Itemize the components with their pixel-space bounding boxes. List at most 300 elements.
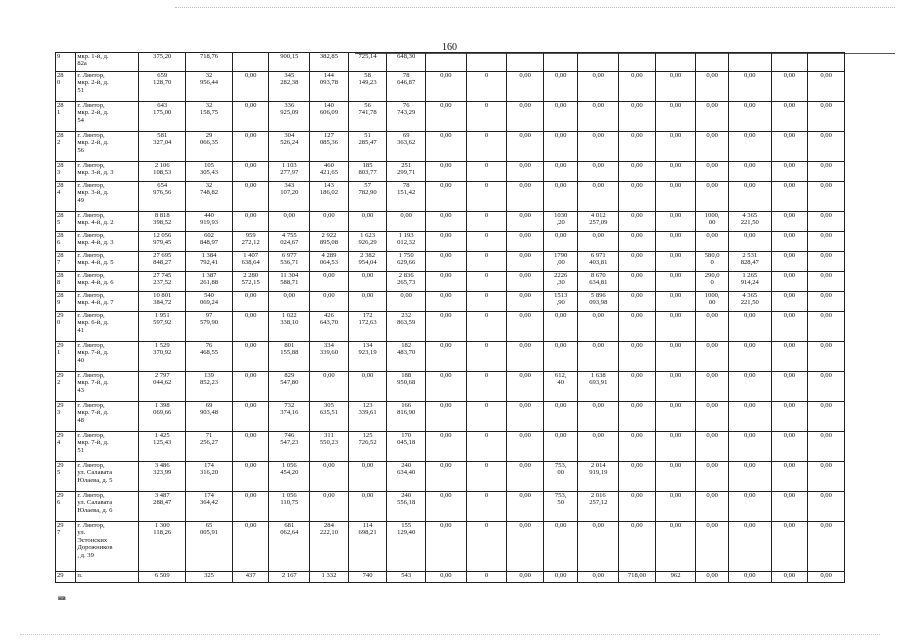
table-row	[56, 182, 845, 212]
value-cell: 1 056 454,20	[269, 462, 310, 492]
value-cell: 0,00	[619, 132, 656, 162]
value-cell: 0,00	[232, 212, 269, 232]
value-cell: 0,00	[696, 372, 729, 402]
value-cell: 127 085,36	[310, 132, 349, 162]
value-cell	[232, 53, 269, 72]
value-cell: 0,00	[543, 182, 578, 212]
value-cell: 185 803,77	[348, 162, 387, 182]
value-cell: 0,00	[771, 312, 808, 342]
value-cell: 0,00	[771, 432, 808, 462]
row-number-cell: 29 5	[56, 462, 76, 492]
value-cell: 97 579,90	[186, 312, 233, 342]
value-cell: 0,00	[619, 272, 656, 292]
value-cell: 0,00	[619, 252, 656, 272]
value-cell: 1 384 792,41	[186, 252, 233, 272]
value-cell: 0,00	[507, 492, 544, 522]
value-cell: 681 062,64	[269, 522, 310, 572]
value-cell: 0,00	[232, 72, 269, 102]
value-cell: 188 950,68	[387, 372, 426, 402]
value-cell: 4 365 221,50	[728, 292, 771, 312]
value-cell: 32 748,82	[186, 182, 233, 212]
value-cell: 0,00	[808, 232, 845, 252]
address-cell: г. Лянтор, ул. Салавата Юлаева, д. 5	[76, 462, 139, 492]
row-number-cell: 28 0	[56, 72, 76, 102]
value-cell: 2 797 044,62	[139, 372, 186, 402]
value-cell: 2 016 257,12	[578, 492, 619, 522]
value-cell: 0,00	[655, 522, 696, 572]
value-cell: 0,00	[426, 342, 467, 372]
value-cell: 753, 00	[543, 462, 578, 492]
value-cell: 0,00	[578, 182, 619, 212]
value-cell: 0,00	[507, 462, 544, 492]
table-row	[56, 572, 845, 583]
value-cell: 962	[655, 572, 696, 583]
value-cell: 1030 ,20	[543, 212, 578, 232]
value-cell: 0,00	[543, 132, 578, 162]
value-cell: 0,00	[619, 162, 656, 182]
value-cell: 0	[466, 102, 507, 132]
value-cell: 0,00	[543, 522, 578, 572]
value-cell: 78 646,87	[387, 72, 426, 102]
value-cell: 0,00	[578, 312, 619, 342]
row-number-cell: 29 7	[56, 522, 76, 572]
value-cell: 0,00	[232, 132, 269, 162]
value-cell: 0,00	[808, 462, 845, 492]
value-cell: 1 951 597,92	[139, 312, 186, 342]
value-cell: 0,00	[232, 402, 269, 432]
value-cell: 32 956,44	[186, 72, 233, 102]
value-cell: 0,00	[728, 572, 771, 583]
value-cell: 0,00	[696, 402, 729, 432]
value-cell: 0,00	[808, 292, 845, 312]
row-number-cell: 28 5	[56, 212, 76, 232]
value-cell: 0,00	[808, 342, 845, 372]
value-cell: 305 635,51	[310, 402, 349, 432]
value-cell: 540 069,24	[186, 292, 233, 312]
value-cell: 0,00	[426, 312, 467, 342]
value-cell	[771, 53, 808, 72]
value-cell: 0,00	[619, 492, 656, 522]
value-cell: 0,00	[310, 492, 349, 522]
value-cell: 0,00	[696, 342, 729, 372]
value-cell: 959 272,12	[232, 232, 269, 252]
value-cell: 0,00	[771, 372, 808, 402]
value-cell: 5 896 093,98	[578, 292, 619, 312]
row-number-cell: 28 3	[56, 162, 76, 182]
address-cell: г. Лянтор, мкр. 4-й, д. 5	[76, 252, 139, 272]
value-cell: 0,00	[348, 492, 387, 522]
footer-mark: нв	[58, 594, 66, 602]
value-cell: 6 971 403,81	[578, 252, 619, 272]
value-cell: 1 407 638,64	[232, 252, 269, 272]
value-cell: 0,00	[543, 162, 578, 182]
value-cell: 0	[466, 342, 507, 372]
scan-artifact-line	[175, 7, 895, 8]
value-cell: 134 923,19	[348, 342, 387, 372]
address-cell: г. Лянтор, мкр. 7-й, д. 51	[76, 432, 139, 462]
value-cell: 1000, 00	[696, 212, 729, 232]
row-number-cell: 29 4	[56, 432, 76, 462]
value-cell: 437	[232, 572, 269, 583]
value-cell: 2 014 919,19	[578, 462, 619, 492]
value-cell: 0,00	[808, 522, 845, 572]
value-cell: 648,30	[387, 53, 426, 72]
value-cell: 0,00	[348, 372, 387, 402]
value-cell	[728, 53, 771, 72]
row-number-cell: 29 0	[56, 312, 76, 342]
value-cell: 0	[466, 402, 507, 432]
value-cell: 0,00	[543, 402, 578, 432]
value-cell: 0,00	[232, 432, 269, 462]
value-cell: 325	[186, 572, 233, 583]
row-number-cell: 28 9	[56, 292, 76, 312]
address-cell: г. Лянтор, ул. Салавата Юлаева, д. 6	[76, 492, 139, 522]
value-cell: 0,00	[619, 212, 656, 232]
value-cell: 0,00	[728, 182, 771, 212]
value-cell: 0,00	[696, 162, 729, 182]
address-cell: г. Лянтор, ул. Эстонских Дорожников , д. 39	[76, 522, 139, 572]
value-cell	[466, 53, 507, 72]
value-cell: 174 316,20	[186, 462, 233, 492]
table-row	[56, 252, 845, 272]
value-cell: 0,00	[507, 72, 544, 102]
value-cell	[619, 53, 656, 72]
value-cell: 732 374,16	[269, 402, 310, 432]
value-cell: 0,00	[771, 462, 808, 492]
value-cell: 1 387 261,88	[186, 272, 233, 292]
value-cell: 0,00	[507, 232, 544, 252]
value-cell: 0,00	[808, 572, 845, 583]
value-cell: 0,00	[655, 372, 696, 402]
value-cell: 0,00	[771, 232, 808, 252]
value-cell: 0	[466, 252, 507, 272]
table-row	[56, 102, 845, 132]
value-cell: 0,00	[655, 312, 696, 342]
row-number-cell: 28 4	[56, 182, 76, 212]
value-cell: 0,00	[771, 182, 808, 212]
value-cell: 10 801 384,72	[139, 292, 186, 312]
value-cell: 0,00	[619, 292, 656, 312]
value-cell: 0,00	[619, 372, 656, 402]
value-cell: 105 305,43	[186, 162, 233, 182]
value-cell: 0,00	[728, 462, 771, 492]
value-cell: 0,00	[578, 432, 619, 462]
value-cell: 51 285,47	[348, 132, 387, 162]
table-row	[56, 522, 845, 572]
value-cell: 251 299,71	[387, 162, 426, 182]
value-cell: 0,00	[619, 312, 656, 342]
value-cell: 57 782,90	[348, 182, 387, 212]
value-cell: 2 167	[269, 572, 310, 583]
value-cell: 0,00	[578, 232, 619, 252]
value-cell: 155 129,40	[387, 522, 426, 572]
value-cell: 0,00	[543, 102, 578, 132]
value-cell: 0	[466, 72, 507, 102]
value-cell: 8 818 398,52	[139, 212, 186, 232]
value-cell: 32 158,75	[186, 102, 233, 132]
value-cell: 0,00	[507, 402, 544, 432]
value-cell: 0,00	[771, 72, 808, 102]
value-cell: 0,00	[507, 432, 544, 462]
value-cell: 2 106 108,53	[139, 162, 186, 182]
table-row	[56, 372, 845, 402]
value-cell: 0,00	[232, 102, 269, 132]
value-cell: 0,00	[808, 72, 845, 102]
value-cell: 0,00	[543, 312, 578, 342]
table-row	[56, 212, 845, 232]
value-cell: 375,20	[139, 53, 186, 72]
value-cell: 0,00	[655, 212, 696, 232]
value-cell: 0,00	[728, 232, 771, 252]
value-cell: 27 695 848,27	[139, 252, 186, 272]
address-cell: мкр. 1-й, д. 82а	[76, 53, 139, 72]
value-cell: 0,00	[426, 252, 467, 272]
value-cell: 0,00	[808, 162, 845, 182]
value-cell: 8 670 634,81	[578, 272, 619, 292]
value-cell: 801 155,88	[269, 342, 310, 372]
value-cell: 0,00	[426, 132, 467, 162]
value-cell: 0,00	[310, 372, 349, 402]
value-cell: 0,00	[655, 232, 696, 252]
value-cell: 0,00	[426, 572, 467, 583]
value-cell: 1 332	[310, 572, 349, 583]
value-cell: 1000, 00	[696, 292, 729, 312]
value-cell: 0,00	[696, 432, 729, 462]
value-cell: 0,00	[348, 272, 387, 292]
value-cell: 0,00	[232, 342, 269, 372]
value-cell: 718,76	[186, 53, 233, 72]
value-cell: 643 175,00	[139, 102, 186, 132]
value-cell: 0,00	[728, 522, 771, 572]
value-cell	[696, 53, 729, 72]
address-cell: г. Лянтор, мкр. 3-й, д. 49	[76, 182, 139, 212]
data-table	[55, 52, 845, 583]
value-cell: 382,85	[310, 53, 349, 72]
table-row	[56, 402, 845, 432]
value-cell: 0,00	[310, 462, 349, 492]
value-cell: 0	[466, 462, 507, 492]
value-cell: 0,00	[507, 182, 544, 212]
value-cell: 0	[466, 132, 507, 162]
value-cell: 0,00	[578, 522, 619, 572]
value-cell: 0,00	[269, 292, 310, 312]
value-cell: 1 750 629,66	[387, 252, 426, 272]
value-cell: 69 363,62	[387, 132, 426, 162]
value-cell: 6 509	[139, 572, 186, 583]
value-cell: 0,00	[808, 372, 845, 402]
row-number-cell: 28 1	[56, 102, 76, 132]
value-cell: 2 531 828,47	[728, 252, 771, 272]
value-cell: 0,00	[426, 182, 467, 212]
value-cell: 0,00	[728, 102, 771, 132]
value-cell: 0,00	[619, 232, 656, 252]
value-cell: 0,00	[619, 432, 656, 462]
value-cell: 1 056 110,75	[269, 492, 310, 522]
value-cell: 0,00	[426, 232, 467, 252]
value-cell: 0,00	[728, 432, 771, 462]
value-cell: 0,00	[578, 402, 619, 432]
value-cell: 0,00	[310, 292, 349, 312]
value-cell: 460 421,65	[310, 162, 349, 182]
value-cell: 0,00	[232, 462, 269, 492]
value-cell: 0,00	[426, 162, 467, 182]
value-cell: 0,00	[507, 102, 544, 132]
address-cell: г. Лянтор, мкр. 2-й, д. 51	[76, 72, 139, 102]
value-cell: 426 643,70	[310, 312, 349, 342]
value-cell: 0,00	[232, 312, 269, 342]
value-cell: 0,00	[696, 132, 729, 162]
value-cell: 0,00	[269, 212, 310, 232]
value-cell: 0,00	[507, 522, 544, 572]
value-cell: 0,00	[426, 372, 467, 402]
value-cell: 0,00	[426, 72, 467, 102]
row-number-cell: 29	[56, 572, 76, 583]
value-cell: 0,00	[808, 272, 845, 292]
value-cell: 0,00	[771, 132, 808, 162]
value-cell: 0,00	[728, 402, 771, 432]
value-cell: 1 638 693,91	[578, 372, 619, 402]
address-cell: г. Лянтор, мкр. 7-й, д. 43	[76, 372, 139, 402]
value-cell: 0,00	[771, 342, 808, 372]
value-cell: 0,00	[655, 402, 696, 432]
value-cell: 0	[466, 432, 507, 462]
value-cell: 0,00	[507, 162, 544, 182]
value-cell: 0,00	[578, 572, 619, 583]
value-cell: 0,00	[578, 102, 619, 132]
value-cell: 0,00	[728, 132, 771, 162]
value-cell: 2 922 895,08	[310, 232, 349, 252]
value-cell: 58 149,23	[348, 72, 387, 102]
value-cell: 170 045,18	[387, 432, 426, 462]
value-cell: 1 623 926,29	[348, 232, 387, 252]
value-cell: 2226 ,30	[543, 272, 578, 292]
value-cell: 0,00	[232, 182, 269, 212]
value-cell: 0,00	[728, 372, 771, 402]
value-cell: 172 172,63	[348, 312, 387, 342]
value-cell: 0,00	[771, 102, 808, 132]
value-cell: 0,00	[808, 312, 845, 342]
address-cell: г. Лянтор, мкр. 4-й, д. 6	[76, 272, 139, 292]
value-cell: 114 698,21	[348, 522, 387, 572]
value-cell: 0,00	[426, 432, 467, 462]
table-row	[56, 292, 845, 312]
value-cell	[543, 53, 578, 72]
value-cell: 0,00	[728, 342, 771, 372]
value-cell: 0,00	[808, 132, 845, 162]
value-cell: 76 743,29	[387, 102, 426, 132]
value-cell: 345 282,38	[269, 72, 310, 102]
value-cell: 0,00	[655, 132, 696, 162]
value-cell: 0,00	[696, 72, 729, 102]
table-row	[56, 162, 845, 182]
value-cell: 0,00	[619, 462, 656, 492]
value-cell: 0,00	[426, 522, 467, 572]
value-cell: 0,00	[808, 492, 845, 522]
value-cell: 143 186,02	[310, 182, 349, 212]
value-cell	[507, 53, 544, 72]
value-cell: 0,00	[808, 182, 845, 212]
value-cell: 0,00	[426, 492, 467, 522]
value-cell: 0,00	[619, 102, 656, 132]
value-cell: 0,00	[619, 72, 656, 102]
value-cell: 1513 ,90	[543, 292, 578, 312]
row-number-cell: 29 6	[56, 492, 76, 522]
value-cell: 0,00	[728, 72, 771, 102]
value-cell: 0,00	[543, 232, 578, 252]
row-number-cell: 29 3	[56, 402, 76, 432]
value-cell: 1 022 338,10	[269, 312, 310, 342]
value-cell: 0,00	[310, 212, 349, 232]
value-cell: 3 486 323,99	[139, 462, 186, 492]
value-cell: 4 012 257,09	[578, 212, 619, 232]
value-cell: 0,00	[232, 292, 269, 312]
address-cell: г. Лянтор, мкр. 6-й, д. 41	[76, 312, 139, 342]
value-cell: 4 365 221,50	[728, 212, 771, 232]
value-cell	[655, 53, 696, 72]
value-cell: 0,00	[808, 212, 845, 232]
value-cell: 0,00	[696, 492, 729, 522]
value-cell: 0	[466, 232, 507, 252]
value-cell: 65 005,91	[186, 522, 233, 572]
value-cell: 0,00	[696, 312, 729, 342]
value-cell: 1 300 118,26	[139, 522, 186, 572]
value-cell: 174 364,42	[186, 492, 233, 522]
table-row	[56, 53, 845, 72]
value-cell: 0,00	[619, 342, 656, 372]
value-cell: 0,00	[655, 72, 696, 102]
value-cell: 0,00	[578, 162, 619, 182]
value-cell: 0,00	[507, 312, 544, 342]
value-cell: 0,00	[619, 402, 656, 432]
value-cell: 0,00	[771, 292, 808, 312]
value-cell: 29 066,35	[186, 132, 233, 162]
value-cell: 440 919,93	[186, 212, 233, 232]
value-cell: 0,00	[655, 342, 696, 372]
value-cell: 0,00	[771, 572, 808, 583]
row-number-cell: 28 7	[56, 252, 76, 272]
value-cell: 0,00	[728, 312, 771, 342]
value-cell: 0,00	[808, 402, 845, 432]
value-cell: 284 222,10	[310, 522, 349, 572]
address-cell: п.	[76, 572, 139, 583]
value-cell: 0	[466, 162, 507, 182]
value-cell: 12 056 979,45	[139, 232, 186, 252]
value-cell: 232 863,59	[387, 312, 426, 342]
value-cell: 0,00	[655, 432, 696, 462]
value-cell: 1790 ,00	[543, 252, 578, 272]
value-cell: 56 741,78	[348, 102, 387, 132]
value-cell: 0,00	[578, 72, 619, 102]
value-cell: 0,00	[696, 522, 729, 572]
value-cell: 240 556,18	[387, 492, 426, 522]
value-cell: 0,00	[426, 272, 467, 292]
value-cell: 602 848,97	[186, 232, 233, 252]
value-cell: 2 280 572,15	[232, 272, 269, 292]
value-cell: 0,00	[771, 252, 808, 272]
table-row	[56, 432, 845, 462]
value-cell: 0,00	[696, 462, 729, 492]
value-cell: 725,14	[348, 53, 387, 72]
value-cell: 0,00	[728, 492, 771, 522]
scan-artifact-line-bottom	[20, 634, 880, 635]
value-cell: 0,00	[655, 182, 696, 212]
value-cell: 1 529 370,92	[139, 342, 186, 372]
row-number-cell: 29 2	[56, 372, 76, 402]
value-cell: 3 487 288,47	[139, 492, 186, 522]
value-cell: 0,00	[771, 162, 808, 182]
value-cell: 0,00	[348, 212, 387, 232]
page-number: 160	[442, 42, 457, 53]
